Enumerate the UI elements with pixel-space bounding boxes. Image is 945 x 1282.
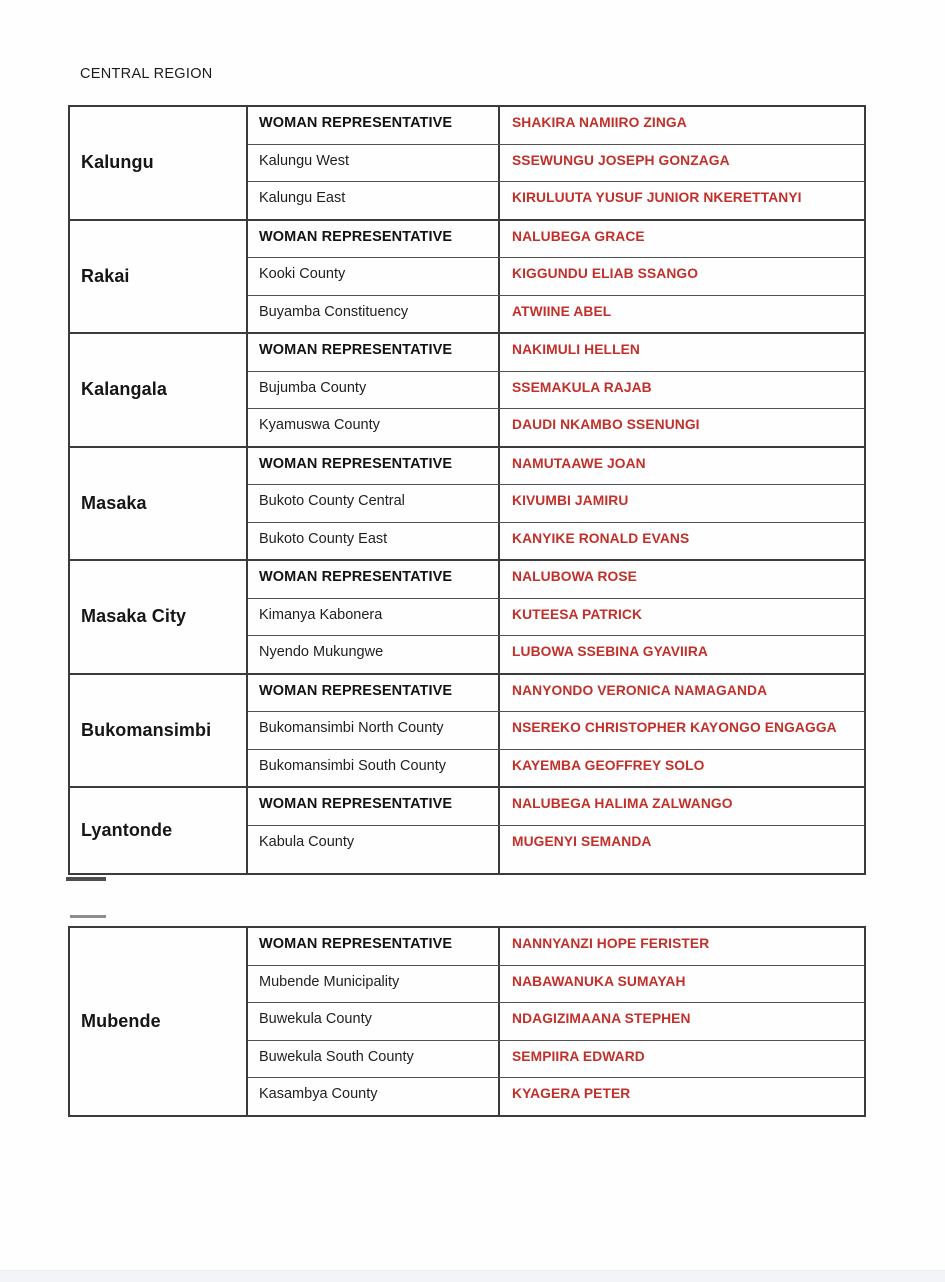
representative-name: NALUBOWA ROSE [512, 569, 637, 584]
constituency-label: Bukomansimbi North County [248, 712, 500, 749]
district-name: Masaka [70, 448, 248, 560]
representative-name: NAKIMULI HELLEN [512, 342, 640, 357]
district-name: Bukomansimbi [70, 675, 248, 787]
representative-name: NABAWANUKA SUMAYAH [512, 973, 686, 989]
district-name: Rakai [70, 221, 248, 333]
table-row [248, 107, 864, 145]
representative-name: KIRULUUTA YUSUF JUNIOR NKERETTANYI [512, 190, 802, 205]
representative-name: KUTEESA PATRICK [512, 606, 643, 622]
district-group [70, 448, 864, 562]
constituency-label: WOMAN REPRESENTATIVE [248, 928, 500, 965]
district-rows [248, 221, 864, 333]
constituency-label: WOMAN REPRESENTATIVE [248, 221, 500, 258]
constituency-label: Kimanya Kabonera [248, 599, 500, 636]
representative-name: KAYEMBA GEOFFREY SOLO [512, 757, 705, 773]
constituency-label: Buwekula South County [248, 1041, 500, 1078]
constituency-label: WOMAN REPRESENTATIVE [248, 448, 500, 485]
district-group [70, 107, 864, 221]
table-row [248, 1078, 864, 1115]
table-row [248, 561, 864, 599]
table-row [248, 258, 864, 296]
constituency-label: Mubende Municipality [248, 966, 500, 1003]
constituency-label: Kooki County [248, 258, 500, 295]
district-name: Lyantonde [70, 788, 248, 873]
table-row [248, 599, 864, 637]
constituency-label: Bujumba County [248, 372, 500, 409]
district-name: Kalungu [70, 107, 248, 219]
table-row [248, 675, 864, 713]
constituency-label: Nyendo Mukungwe [248, 636, 500, 673]
constituency-label: Buyamba Constituency [248, 296, 500, 333]
constituency-label: Kasambya County [248, 1078, 500, 1115]
table-row [248, 788, 864, 826]
representative-name: SSEWUNGU JOSEPH GONZAGA [512, 152, 730, 168]
representative-name: LUBOWA SSEBINA GYAVIIRA [512, 644, 708, 659]
district-group [70, 788, 864, 873]
constituency-label: Kalungu East [248, 182, 500, 219]
constituency-label: WOMAN REPRESENTATIVE [248, 334, 500, 371]
constituency-label: Buwekula County [248, 1003, 500, 1040]
representative-name: NAMUTAAWE JOAN [512, 455, 646, 471]
scan-edge-strip [0, 1270, 945, 1282]
district-group [70, 221, 864, 335]
table-row [248, 826, 864, 873]
district-group [70, 561, 864, 675]
stray-underscore-mark-upper [66, 877, 106, 881]
district-rows [248, 675, 864, 787]
district-rows [248, 561, 864, 673]
table-row [248, 448, 864, 486]
page-title: CENTRAL REGION [80, 66, 213, 82]
table-row [248, 966, 864, 1004]
district-rows [248, 334, 864, 446]
stray-underscore-mark-lower [70, 915, 106, 918]
district-group [70, 334, 864, 448]
representative-name: NDAGIZIMAANA STEPHEN [512, 1011, 691, 1026]
constituency-label: Bukomansimbi South County [248, 750, 500, 787]
district-rows [248, 788, 864, 873]
district-name: Masaka City [70, 561, 248, 673]
representative-name: DAUDI NKAMBO SSENUNGI [512, 417, 700, 432]
table-row [248, 712, 864, 750]
table-row [248, 1041, 864, 1079]
table-row [248, 145, 864, 183]
constituency-label: Bukoto County Central [248, 485, 500, 522]
table-row [248, 296, 864, 333]
constituency-label: Kyamuswa County [248, 409, 500, 446]
district-group [70, 928, 864, 1115]
region-table [68, 926, 866, 1117]
table-row [248, 636, 864, 673]
constituency-label: WOMAN REPRESENTATIVE [248, 675, 500, 712]
representative-name: SSEMAKULA RAJAB [512, 379, 652, 395]
representative-name: SHAKIRA NAMIIRO ZINGA [512, 115, 687, 130]
region-table [68, 105, 866, 875]
table-row [248, 750, 864, 787]
district-rows [248, 928, 864, 1115]
representative-name: SEMPIIRA EDWARD [512, 1048, 645, 1064]
representative-name: NALUBEGA HALIMA ZALWANGO [512, 796, 733, 811]
constituency-label: Bukoto County East [248, 523, 500, 560]
representative-name: NALUBEGA GRACE [512, 228, 645, 244]
representative-name: NANYONDO VERONICA NAMAGANDA [512, 682, 768, 698]
table-row [248, 485, 864, 523]
district-name: Mubende [70, 928, 248, 1115]
table-row [248, 221, 864, 259]
constituency-label: WOMAN REPRESENTATIVE [248, 561, 500, 598]
representative-name: KIVUMBI JAMIRU [512, 493, 629, 508]
representative-name: MUGENYI SEMANDA [512, 833, 652, 849]
representative-name: NSEREKO CHRISTOPHER KAYONGO ENGAGGA [512, 720, 837, 735]
representative-name: KIGGUNDU ELIAB SSANGO [512, 266, 699, 281]
table-row [248, 182, 864, 219]
table-row [248, 372, 864, 410]
representative-name: NANNYANZI HOPE FERISTER [512, 936, 710, 951]
table-row [248, 334, 864, 372]
district-name: Kalangala [70, 334, 248, 446]
table-row [248, 928, 864, 966]
representative-name: KANYIKE RONALD EVANS [512, 530, 690, 546]
district-rows [248, 448, 864, 560]
representative-name: KYAGERA PETER [512, 1086, 631, 1101]
constituency-label: Kabula County [248, 826, 500, 873]
table-row [248, 1003, 864, 1041]
table-row [248, 523, 864, 560]
district-group [70, 675, 864, 789]
constituency-label: WOMAN REPRESENTATIVE [248, 107, 500, 144]
constituency-label: WOMAN REPRESENTATIVE [248, 788, 500, 825]
table-row [248, 409, 864, 446]
district-rows [248, 107, 864, 219]
constituency-label: Kalungu West [248, 145, 500, 182]
representative-name: ATWIINE ABEL [512, 303, 612, 319]
